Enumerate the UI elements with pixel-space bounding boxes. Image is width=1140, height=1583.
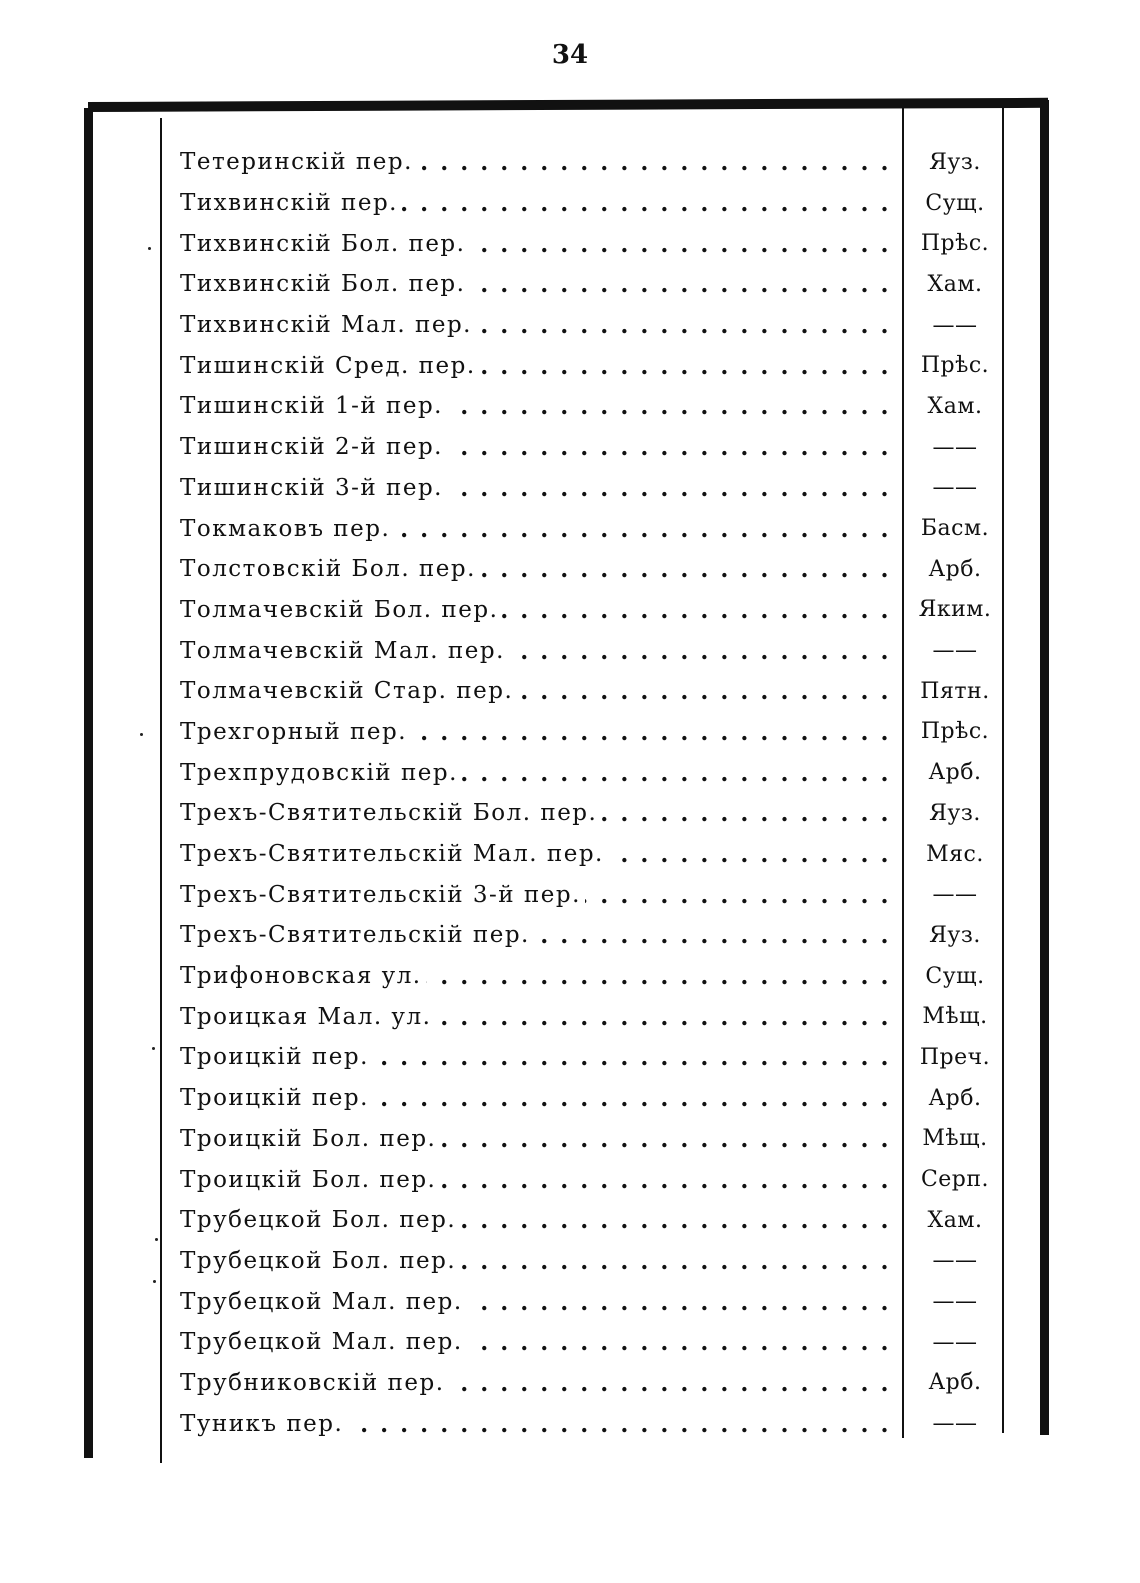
district-abbreviation: Хам. — [927, 393, 983, 419]
street-name — [180, 1004, 892, 1030]
street-entry — [180, 427, 1000, 468]
street-name-text: Троицкая Мал. ул. — [180, 1004, 435, 1030]
street-name — [180, 393, 892, 419]
street-name — [180, 1248, 892, 1274]
street-name — [180, 963, 892, 989]
street-entry — [180, 345, 1000, 386]
district-abbreviation: Мѣщ. — [922, 1126, 988, 1152]
street-entry — [180, 590, 1000, 631]
street-name-text: Трубецкой Мал. пер. — [180, 1329, 467, 1355]
street-name-text: Толмачевскій Бол. пер. — [180, 597, 502, 623]
margin-speck — [152, 1047, 155, 1050]
street-name — [180, 231, 892, 257]
street-name-text: Тихвинскій пер. — [180, 190, 402, 216]
street-name-text: Тишинскій Сред. пер. — [180, 353, 480, 379]
street-entry — [180, 386, 1000, 427]
street-entry — [180, 1119, 1000, 1160]
street-name — [180, 1289, 892, 1315]
street-name-text: Толмачевскій Стар. пер. — [180, 678, 517, 704]
street-name-text: Трифоновская ул. — [180, 963, 426, 989]
district-abbreviation: Прѣс. — [920, 719, 990, 745]
street-name-text: Трубниковскій пер. — [180, 1370, 449, 1396]
street-entry — [180, 1078, 1000, 1119]
district-abbreviation: —— — [932, 312, 978, 338]
street-entry — [180, 630, 1000, 671]
street-name — [180, 678, 892, 704]
street-entry — [180, 671, 1000, 712]
street-entry — [180, 1363, 1000, 1404]
street-name — [180, 556, 892, 582]
street-entry — [180, 1159, 1000, 1200]
street-name — [180, 719, 892, 745]
district-abbreviation: Яким. — [918, 597, 992, 623]
district-abbreviation: Арб. — [928, 1085, 982, 1111]
street-name-text: Троицкій Бол. пер. — [180, 1167, 440, 1193]
district-abbreviation: Арб. — [928, 760, 982, 786]
street-entry — [180, 1403, 1000, 1444]
street-entry — [180, 1200, 1000, 1241]
street-entry — [180, 1322, 1000, 1363]
margin-speck — [140, 733, 143, 736]
left-inner-rule — [160, 118, 162, 1463]
street-name-text: Трубецкой Бол. пер. — [180, 1248, 460, 1274]
street-name — [180, 190, 892, 216]
street-name — [180, 597, 892, 623]
street-name — [180, 516, 892, 542]
street-name — [180, 1167, 892, 1193]
street-name-text: Трехпрудовскій пер. — [180, 760, 462, 786]
street-name — [180, 638, 892, 664]
street-name — [180, 1370, 892, 1396]
district-abbreviation: Яуз. — [929, 149, 981, 175]
street-entry — [180, 752, 1000, 793]
street-name-text: Тихвинскій Бол. пер. — [180, 271, 469, 297]
street-name-text: Трехъ-Святительскій 3-й пер. — [180, 882, 585, 908]
margin-speck — [148, 247, 151, 250]
margin-speck — [153, 1280, 156, 1283]
district-abbreviation: Серп. — [920, 1167, 990, 1193]
street-entry — [180, 183, 1000, 224]
street-name-text: Толмачевскій Мал. пер. — [180, 638, 509, 664]
street-name-text: Тишинскій 2-й пер. — [180, 434, 447, 460]
left-outer-rule — [84, 108, 93, 1458]
district-abbreviation: —— — [932, 1411, 978, 1437]
street-name — [180, 882, 892, 908]
street-name — [180, 800, 892, 826]
district-abbreviation: —— — [932, 1289, 978, 1315]
district-abbreviation: Арб. — [928, 1370, 982, 1396]
street-name-text: Троицкій Бол. пер. — [180, 1126, 440, 1152]
street-name — [180, 312, 892, 338]
district-abbreviation: —— — [932, 638, 978, 664]
street-name — [180, 475, 892, 501]
street-name — [180, 1085, 892, 1111]
street-name — [180, 353, 892, 379]
district-abbreviation: —— — [932, 434, 978, 460]
street-entry — [180, 142, 1000, 183]
district-abbreviation: Мяс. — [926, 841, 984, 867]
street-entry — [180, 793, 1000, 834]
street-name — [180, 1329, 892, 1355]
street-entry — [180, 915, 1000, 956]
street-name-text: Трубецкой Мал. пер. — [180, 1289, 467, 1315]
street-name — [180, 1411, 892, 1437]
right-outer-rule — [1040, 100, 1049, 1435]
street-name — [180, 149, 892, 175]
district-abbreviation: Басм. — [920, 516, 990, 542]
district-abbreviation: Яуз. — [929, 800, 981, 826]
district-abbreviation: Арб. — [928, 556, 982, 582]
street-name-text: Тихвинскій Мал. пер. — [180, 312, 476, 338]
street-entry — [180, 508, 1000, 549]
street-name — [180, 841, 892, 867]
street-entry — [180, 549, 1000, 590]
street-name-text: Туникъ пер. — [180, 1411, 347, 1437]
page-number: 34 — [551, 40, 589, 70]
street-entry — [180, 834, 1000, 875]
street-index-list — [180, 142, 1000, 1444]
street-entry — [180, 996, 1000, 1037]
street-name-text: Троицкій пер. — [180, 1044, 373, 1070]
district-abbreviation: Пятн. — [920, 678, 990, 704]
street-name-text: Трубецкой Бол. пер. — [180, 1207, 460, 1233]
district-abbreviation: —— — [932, 882, 978, 908]
street-name — [180, 271, 892, 297]
street-entry — [180, 712, 1000, 753]
top-rule — [88, 98, 1048, 112]
street-entry — [180, 956, 1000, 997]
street-name-text: Токмаковъ пер. — [180, 516, 394, 542]
district-abbreviation: —— — [932, 475, 978, 501]
street-name-text: Тишинскій 3-й пер. — [180, 475, 447, 501]
street-name-text: Трехгорный пер. — [180, 719, 411, 745]
street-entry — [180, 874, 1000, 915]
district-abbreviation: Сущ. — [925, 190, 985, 216]
street-entry — [180, 1241, 1000, 1282]
street-entry — [180, 1037, 1000, 1078]
margin-speck — [155, 1238, 158, 1241]
district-abbreviation: Яуз. — [929, 922, 981, 948]
street-name — [180, 1044, 892, 1070]
street-entry — [180, 468, 1000, 509]
district-abbreviation: Прѣс. — [920, 231, 990, 257]
district-abbreviation: —— — [932, 1329, 978, 1355]
district-abbreviation: Хам. — [927, 271, 983, 297]
street-name — [180, 434, 892, 460]
street-name-text: Тишинскій 1-й пер. — [180, 393, 447, 419]
street-name-text: Трехъ-Святительскій Мал. пер. — [180, 841, 608, 867]
street-entry — [180, 264, 1000, 305]
right-inner-rule — [1002, 108, 1004, 1433]
street-name — [180, 760, 892, 786]
street-entry — [180, 223, 1000, 264]
street-entry — [180, 1281, 1000, 1322]
district-abbreviation: —— — [932, 1248, 978, 1274]
district-abbreviation: Преч. — [919, 1044, 991, 1070]
street-name-text: Троицкій пер. — [180, 1085, 373, 1111]
street-name-text: Тихвинскій Бол. пер. — [180, 231, 469, 257]
street-name-text: Трехъ-Святительскій пер. — [180, 922, 534, 948]
district-abbreviation: Мѣщ. — [922, 1004, 988, 1030]
street-name — [180, 1126, 892, 1152]
district-abbreviation: Хам. — [927, 1207, 983, 1233]
district-abbreviation: Прѣс. — [920, 353, 990, 379]
district-abbreviation: Сущ. — [925, 963, 985, 989]
street-name-text: Трехъ-Святительскій Бол. пер. — [180, 800, 601, 826]
street-entry — [180, 305, 1000, 346]
street-name-text: Толстовскій Бол. пер. — [180, 556, 480, 582]
street-name — [180, 1207, 892, 1233]
street-name — [180, 922, 892, 948]
street-name-text: Тетеринскій пер. — [180, 149, 417, 175]
